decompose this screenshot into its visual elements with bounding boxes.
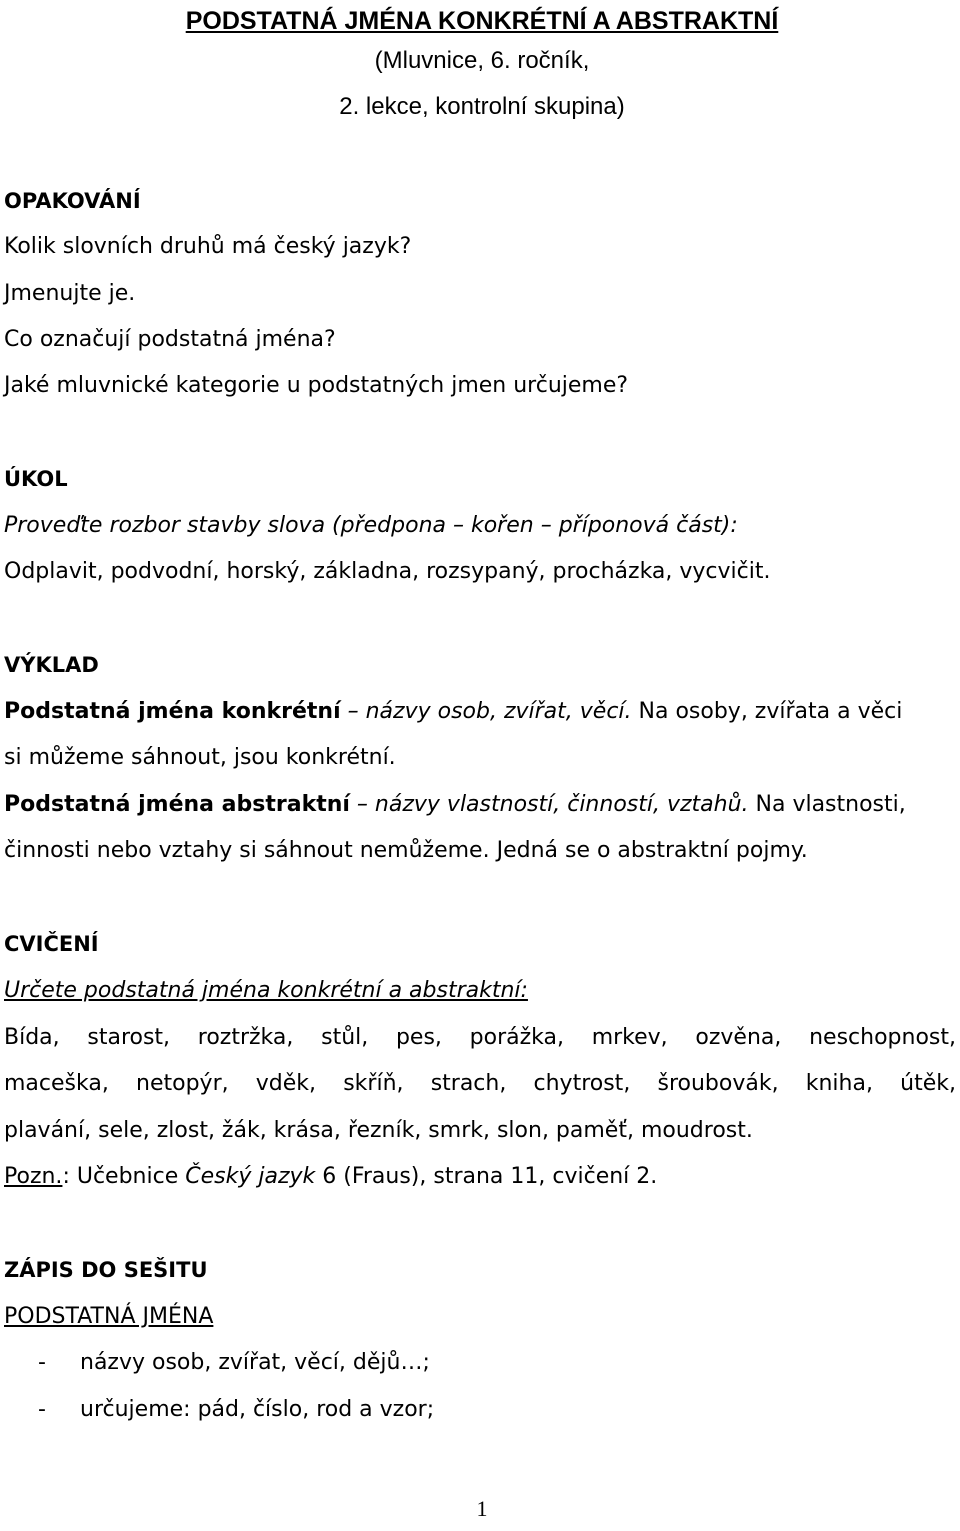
note-mid: : Učebnice — [62, 1164, 186, 1189]
cviceni-instruction: Určete podstatná jména konkrétní a abstraktní: — [4, 978, 528, 1003]
konkretni-definition: – názvy osob, zvířat, věcí. — [340, 699, 632, 724]
vyklad-konkretni-line-1 — [4, 697, 956, 727]
list-item — [0, 1348, 960, 1378]
section-heading-vyklad: VÝKLAD — [4, 653, 99, 677]
note-book-title: Český jazyk — [185, 1164, 316, 1189]
list-item-text: názvy osob, zvířat, věcí, dějů…; — [80, 1350, 430, 1375]
note-prefix: Pozn. — [4, 1164, 63, 1189]
section-heading-ukol: ÚKOL — [4, 467, 68, 491]
question-3: Co označují podstatná jména? — [4, 327, 336, 352]
abstraktni-term: Podstatná jména abstraktní — [4, 792, 350, 817]
section-heading-cviceni: CVIČENÍ — [4, 932, 99, 956]
zapis-subheading: PODSTATNÁ JMÉNA — [4, 1304, 214, 1329]
konkretni-term: Podstatná jména konkrétní — [4, 699, 341, 724]
question-2: Jmenujte je. — [4, 281, 136, 306]
list-bullet: - — [38, 1350, 46, 1375]
ukol-instruction: Proveďte rozbor stavby slova (předpona – kořen – příponová část): — [4, 513, 738, 538]
document-subtitle-2: 2. lekce, kontrolní skupina) — [339, 93, 625, 120]
abstraktni-rest-2: činnosti nebo vztahy si sáhnout nemůžeme. Jedná se o abstraktní pojmy. — [4, 838, 808, 863]
question-4: Jaké mluvnické kategorie u podstatných jmen určujeme? — [4, 373, 629, 398]
list-item-text: určujeme: pád, číslo, rod a vzor; — [80, 1397, 435, 1422]
document-subtitle-1: (Mluvnice, 6. ročník, — [374, 47, 590, 74]
abstraktni-definition: – názvy vlastností, činností, vztahů. — [349, 792, 749, 817]
konkretni-rest-1: Na osoby, zvířata a věci — [631, 699, 903, 724]
cviceni-words-line-3: plavání, sele, zlost, žák, krása, řezník, smrk, slon, paměť, moudrost. — [4, 1118, 753, 1143]
section-heading-opakovani: OPAKOVÁNÍ — [4, 189, 141, 213]
list-bullet: - — [38, 1397, 46, 1422]
cviceni-note — [4, 1162, 657, 1192]
abstraktni-rest-1: Na vlastnosti, — [748, 792, 906, 817]
note-rest: 6 (Fraus), strana 11, cvičení 2. — [315, 1164, 658, 1189]
page-number: 1 — [476, 1496, 488, 1521]
cviceni-words-line-1: Bída, starost, roztržka, stůl, pes, porážka, mrkev, ozvěna, neschopnost, — [4, 1025, 956, 1050]
vyklad-abstraktni-line-1 — [4, 790, 956, 820]
question-1: Kolik slovních druhů má český jazyk? — [4, 234, 412, 259]
document-title: PODSTATNÁ JMÉNA KONKRÉTNÍ A ABSTRAKTNÍ — [185, 7, 779, 35]
list-item — [0, 1395, 960, 1425]
konkretni-rest-2: si můžeme sáhnout, jsou konkrétní. — [4, 745, 396, 770]
cviceni-words-line-2: maceška, netopýr, vděk, skříň, strach, chytrost, šroubovák, kniha, útěk, — [4, 1071, 956, 1096]
section-heading-zapis: ZÁPIS DO SEŠITU — [4, 1258, 208, 1282]
ukol-words: Odplavit, podvodní, horský, základna, rozsypaný, procházka, vycvičit. — [4, 559, 771, 584]
